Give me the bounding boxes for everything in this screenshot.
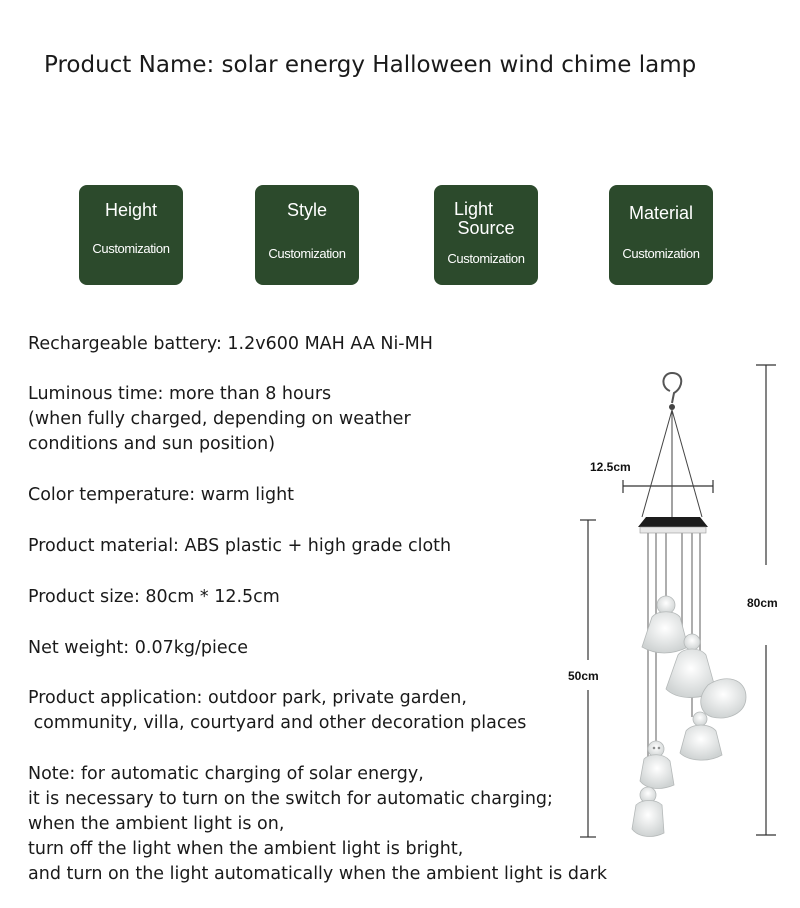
dim-total-height-label: 80cm [747, 596, 778, 610]
badge-material-title: Material [628, 203, 694, 223]
badge-material [609, 185, 713, 285]
badge-material-subtitle: Customization [622, 246, 700, 261]
badge-height [79, 185, 183, 285]
spec-color-temperature: Color temperature: warm light [28, 485, 295, 505]
badge-style [255, 185, 359, 285]
spec-application: Product application: outdoor park, private garden, community, villa, courtyard and other decoration places [28, 688, 527, 733]
spec-battery: Rechargeable battery: 1.2v600 MAH AA Ni-MH [28, 334, 433, 354]
badge-light-title-1: Light [454, 199, 494, 219]
ghost-ornaments [632, 596, 746, 836]
spec-material: Product material: ABS plastic + high grade cloth [28, 536, 452, 556]
hook-icon [663, 373, 681, 403]
product-illustration [560, 355, 800, 855]
spec-note: Note: for automatic charging of solar energy, it is necessary to turn on the switch for automatic charging; when the ambient light is on, turn off the light when the ambient light is bright, and turn on the light automatically when the ambient light is dark [28, 764, 608, 884]
hanging-strings [642, 410, 702, 517]
customization-badges [0, 185, 800, 285]
badge-light-title-2: Source [457, 218, 515, 238]
solar-panel [638, 517, 708, 527]
badge-style-subtitle: Customization [268, 246, 346, 261]
dim-width [623, 480, 713, 493]
badge-style-title: Style [286, 200, 328, 220]
spec-luminous-time: Luminous time: more than 8 hours (when fully charged, depending on weather conditions and sun position) [28, 384, 411, 454]
dim-width-label: 12.5cm [590, 460, 631, 474]
spec-net-weight: Net weight: 0.07kg/piece [28, 638, 248, 658]
wind-chime-diagram [560, 355, 800, 855]
spec-size: Product size: 80cm * 12.5cm [28, 587, 280, 607]
badge-height-subtitle: Customization [92, 241, 170, 256]
badge-height-title: Height [104, 200, 158, 220]
product-title: Product Name: solar energy Halloween wind chime lamp [44, 52, 697, 78]
badge-light-source [434, 185, 538, 285]
dim-chime-height-label: 50cm [568, 669, 599, 683]
badge-light-subtitle: Customization [447, 251, 525, 266]
